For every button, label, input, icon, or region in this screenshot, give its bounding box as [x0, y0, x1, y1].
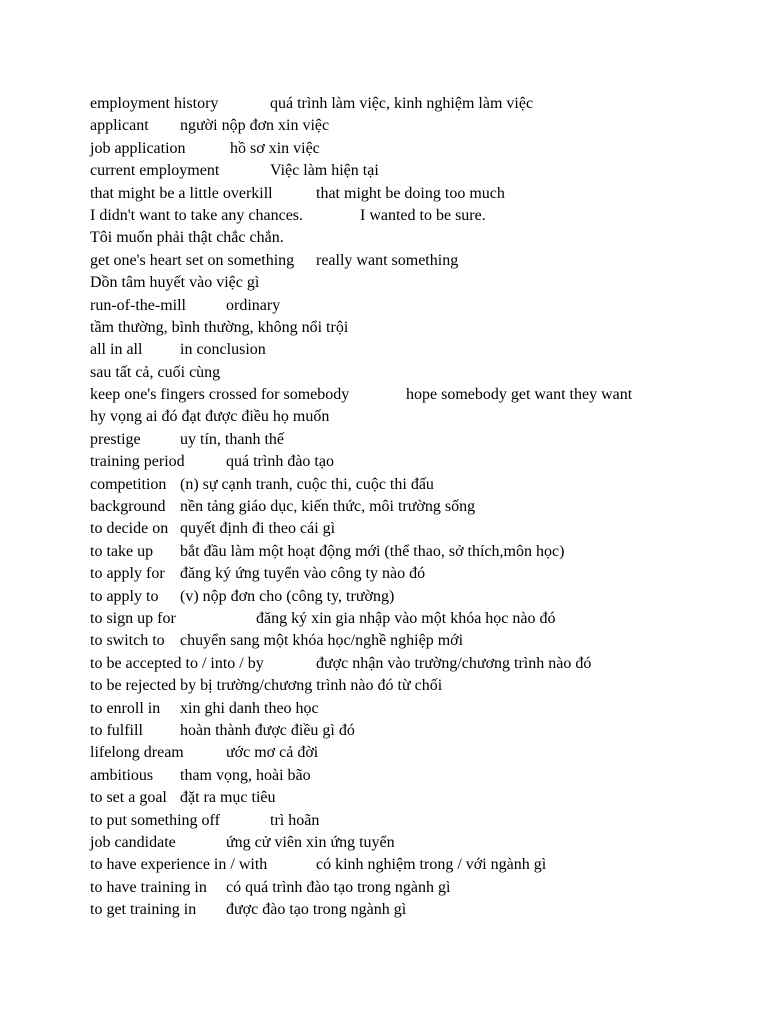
vocabulary-term: to have training in — [90, 878, 207, 896]
vocabulary-term: to sign up for — [90, 609, 176, 627]
vocabulary-term: job candidate — [90, 833, 176, 851]
vocabulary-line — [90, 899, 750, 921]
vocabulary-term: to put something off — [90, 811, 220, 829]
vocabulary-term: get one's heart set on something — [90, 251, 295, 269]
vocabulary-line — [90, 653, 750, 675]
vocabulary-line — [90, 496, 750, 518]
vocabulary-line — [90, 630, 750, 652]
vocabulary-term: to be accepted to / into / by — [90, 654, 264, 672]
vocabulary-meaning: ứng cử viên xin ứng tuyển — [226, 833, 395, 851]
vocabulary-term: ambitious — [90, 766, 154, 784]
vocabulary-term: sau tất cả, cuối cùng — [90, 363, 221, 381]
vocabulary-meaning: Việc làm hiện tại — [270, 162, 379, 180]
vocabulary-meaning: được đào tạo trong ngành gì — [226, 901, 407, 919]
vocabulary-meaning: nền tảng giáo dục, kiến thức, môi trường sống — [180, 498, 476, 516]
vocabulary-line — [90, 586, 750, 608]
vocabulary-meaning: really want something — [316, 251, 459, 269]
vocabulary-term: training period — [90, 453, 185, 471]
vocabulary-term: Tôi muốn phải thật chắc chắn. — [90, 229, 284, 247]
vocabulary-term: hy vọng ai đó đạt được điều họ muốn — [90, 408, 330, 426]
vocabulary-meaning: in conclusion — [180, 341, 266, 359]
vocabulary-meaning: bắt đầu làm một hoạt động mới (thể thao, sở thích,môn học) — [180, 542, 565, 560]
vocabulary-term: job application — [90, 139, 186, 157]
vocabulary-line — [90, 138, 750, 160]
vocabulary-term: to get training in — [90, 901, 197, 919]
vocabulary-term: all in all — [90, 341, 143, 359]
vocabulary-line — [90, 384, 750, 406]
vocabulary-term: background — [90, 498, 166, 516]
vocabulary-line — [90, 720, 750, 742]
vocabulary-line — [90, 227, 750, 249]
vocabulary-meaning: có kinh nghiệm trong / với ngành gì — [316, 856, 547, 874]
vocabulary-term: run-of-the-mill — [90, 296, 186, 314]
vocabulary-line — [90, 93, 750, 115]
vocabulary-meaning: bị trường/chương trình nào đó từ chối — [200, 677, 443, 695]
vocabulary-line — [90, 183, 750, 205]
vocabulary-meaning: (v) nộp đơn cho (công ty, trường) — [180, 587, 395, 605]
vocabulary-term: to apply to — [90, 587, 159, 605]
vocabulary-term: to switch to — [90, 632, 165, 650]
vocabulary-term: that might be a little overkill — [90, 184, 273, 202]
vocabulary-meaning: quá trình làm việc, kinh nghiệm làm việc — [270, 95, 534, 112]
vocabulary-term: tầm thường, bình thường, không nổi trội — [90, 318, 349, 336]
vocabulary-list — [90, 93, 750, 921]
vocabulary-line — [90, 406, 750, 428]
vocabulary-meaning: đăng ký xin gia nhập vào một khóa học nào đó — [256, 609, 556, 627]
vocabulary-meaning: chuyển sang một khóa học/nghề nghiệp mới — [180, 632, 464, 650]
vocabulary-line — [90, 742, 750, 764]
vocabulary-meaning: ordinary — [226, 296, 281, 314]
vocabulary-line — [90, 339, 750, 361]
vocabulary-line — [90, 832, 750, 854]
vocabulary-term: to apply for — [90, 565, 165, 583]
vocabulary-line — [90, 272, 750, 294]
vocabulary-line — [90, 451, 750, 473]
vocabulary-term: Dồn tâm huyết vào việc gì — [90, 274, 260, 292]
vocabulary-meaning: quyết định đi theo cái gì — [180, 520, 336, 538]
vocabulary-meaning: (n) sự cạnh tranh, cuộc thi, cuộc thi đấu — [180, 475, 434, 493]
vocabulary-line — [90, 205, 750, 227]
vocabulary-term: current employment — [90, 162, 220, 180]
vocabulary-meaning: có quá trình đào tạo trong ngành gì — [226, 878, 451, 896]
vocabulary-line — [90, 541, 750, 563]
vocabulary-line — [90, 563, 750, 585]
vocabulary-meaning: trì hoãn — [270, 811, 320, 829]
vocabulary-line — [90, 317, 750, 339]
vocabulary-line — [90, 787, 750, 809]
vocabulary-meaning: hồ sơ xin việc — [230, 139, 320, 157]
vocabulary-meaning: ước mơ cả đời — [226, 744, 319, 762]
vocabulary-meaning: that might be doing too much — [316, 184, 505, 202]
vocabulary-line — [90, 518, 750, 540]
vocabulary-meaning: uy tín, thanh thế — [180, 430, 284, 448]
vocabulary-term: lifelong dream — [90, 744, 184, 762]
vocabulary-meaning: tham vọng, hoài bão — [180, 766, 311, 784]
vocabulary-meaning: đăng ký ứng tuyển vào công ty nào đó — [180, 565, 426, 583]
vocabulary-line — [90, 810, 750, 832]
vocabulary-meaning: hoàn thành được điều gì đó — [180, 721, 355, 739]
vocabulary-line — [90, 362, 750, 384]
vocabulary-term: prestige — [90, 430, 141, 448]
vocabulary-meaning: hope somebody get want they want — [406, 386, 633, 404]
vocabulary-line — [90, 675, 750, 697]
vocabulary-meaning: được nhận vào trường/chương trình nào đó — [316, 654, 592, 672]
vocabulary-term: employment history — [90, 95, 219, 112]
vocabulary-line — [90, 250, 750, 272]
vocabulary-term: competition — [90, 475, 167, 493]
vocabulary-term: to have experience in / with — [90, 856, 268, 874]
vocabulary-term: I didn't want to take any chances. — [90, 206, 304, 224]
vocabulary-term: applicant — [90, 117, 149, 135]
vocabulary-term: to fulfill — [90, 721, 143, 739]
vocabulary-line — [90, 429, 750, 451]
vocabulary-line — [90, 698, 750, 720]
vocabulary-line — [90, 160, 750, 182]
vocabulary-line — [90, 295, 750, 317]
vocabulary-term: to take up — [90, 542, 154, 560]
vocabulary-meaning: I wanted to be sure. — [360, 206, 486, 224]
vocabulary-term: to decide on — [90, 520, 169, 538]
vocabulary-line — [90, 474, 750, 496]
vocabulary-line — [90, 877, 750, 899]
vocabulary-meaning: xin ghi danh theo học — [180, 699, 319, 717]
vocabulary-meaning: đặt ra mục tiêu — [180, 789, 276, 807]
vocabulary-term: to set a goal — [90, 789, 167, 807]
vocabulary-term: to enroll in — [90, 699, 161, 717]
vocabulary-meaning: người nộp đơn xin việc — [180, 117, 330, 135]
vocabulary-term: keep one's fingers crossed for somebody — [90, 386, 350, 404]
vocabulary-line — [90, 854, 750, 876]
vocabulary-term: to be rejected by — [90, 677, 197, 695]
vocabulary-line — [90, 608, 750, 630]
vocabulary-line — [90, 115, 750, 137]
vocabulary-meaning: quá trình đào tạo — [226, 453, 334, 471]
vocabulary-line — [90, 765, 750, 787]
